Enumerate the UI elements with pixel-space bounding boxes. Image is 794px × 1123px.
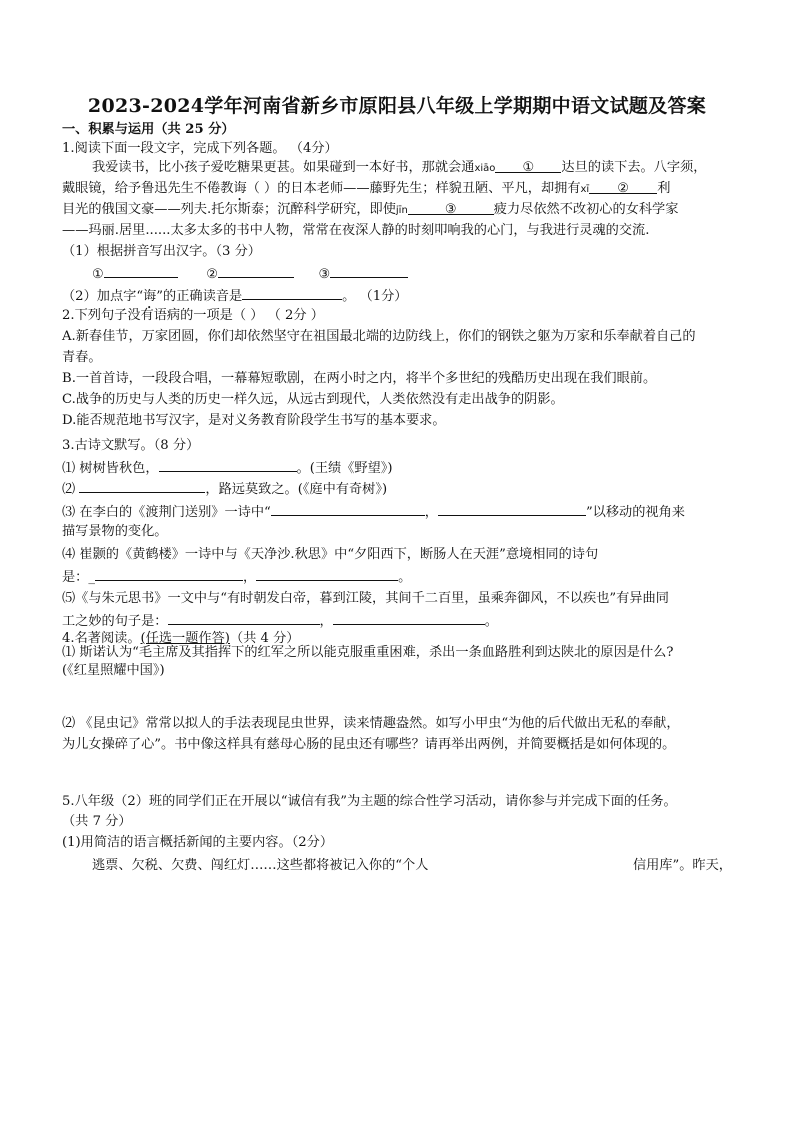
pinyin-3: jīn xyxy=(395,205,408,216)
q5-passage-line: 逃票、欠税、欠费、闯红灯……这些都将被记入你的“个人 信用库”。昨天， xyxy=(92,858,732,873)
q3-item-4: ⑷ 崔颢的《黄鹤楼》一诗中与《天净沙.秋思》中“夕阳西下，断肠人在天涯”意境相同的诗句 xyxy=(62,547,599,562)
poem-blank[interactable] xyxy=(271,502,425,516)
pinyin-2: xī xyxy=(580,184,590,195)
q1-sub2: （2）加点字“诲”的正确读音是 。 （1分） xyxy=(62,286,407,312)
q5-heading: 5.八年级（2）班的同学们正在开展以“诚信有我”为主题的综合性学习活动，请你参与并完成下面的任务。 xyxy=(62,794,677,809)
page-title: 2023-2024学年河南省新乡市原阳县八年级上学期期中语文试题及答案 xyxy=(87,95,707,117)
blank-1[interactable]: ① xyxy=(495,159,561,173)
q2-option-a-cont: 青春。 xyxy=(62,350,102,365)
q2-option-d: D.能否规范地书写汉字，是对义务教育阶段学生书写的基本要求。 xyxy=(62,413,446,428)
q4-item-1-cont: (《红星照耀中国》) xyxy=(62,663,165,678)
q3-item-4-cont: 是：_ ， 。 xyxy=(62,567,411,587)
q4-item-2-cont: 为儿女操碎了心”。书中像这样具有慈母心肠的昆虫还有哪些？请再举出两例，并简要概括是如何体现的。 xyxy=(62,737,676,752)
q5-heading-cont: （共 7 分） xyxy=(62,814,132,829)
q1-passage-line: ——玛丽.居里......太多太多的书中人物，常常在夜深人静的时刻叩响我的心门，与我进行灵魂的交流. xyxy=(62,223,650,238)
q4-heading: 4.名著阅读。(任选一题作答)（共 4 分） xyxy=(62,631,300,646)
poem-blank[interactable] xyxy=(256,567,398,581)
q2-option-c: C.战争的历史与人类的历史一样久远，从远古到现代，人类依然没有走出战争的阴影。 xyxy=(62,392,564,407)
q3-item-3-cont: 描写景物的变化。 xyxy=(62,524,168,539)
q5-sub1: (1)用简洁的语言概括新闻的主要内容。（2分） xyxy=(62,835,334,850)
reading-blank[interactable] xyxy=(242,286,342,300)
q1-answer-row: ① ② ③ xyxy=(92,264,408,284)
q1-passage-line: 我爱读书，比小孩子爱吃糖果更甚。如果碰到一本好书，那就会通xiāo ① 达旦的读下去。八字须， xyxy=(92,160,707,175)
poem-blank[interactable] xyxy=(79,479,205,493)
section-heading: 一、积累与运用（共 25 分） xyxy=(62,122,235,137)
dotted-char: 诲 xyxy=(233,181,247,196)
blank-3[interactable]: ③ xyxy=(408,201,494,215)
q3-item-3: ⑶ 在李白的《渡荆门送别》一诗中“ ， ”以移动的视角来 xyxy=(62,502,685,522)
q4-item-1: ⑴ 斯诺认为“毛主席及其指挥下的红军之所以能克服重重困难，杀出一条血路胜利到达陕北的原因是什么? xyxy=(62,645,674,660)
q1-passage-line: 戴眼镜，给予鲁迅先生不倦教诲（ ）的日本老师——藤野先生；样貌丑陋、平凡，却拥有xī ② 利 xyxy=(62,181,671,196)
answer-blank-1[interactable] xyxy=(104,264,178,278)
q3-item-5: ⑸《与朱元思书》一文中与“有时朝发白帝，暮到江陵，其间千二百里，虽乘奔御风，不以疾也”有异曲同 xyxy=(62,591,669,606)
poem-blank[interactable] xyxy=(95,567,243,581)
pinyin-1: xiāo xyxy=(474,163,496,174)
q2-heading: 2.下列句子没有语病的一项是（ ） （ 2分 ） xyxy=(62,308,324,323)
q1-passage-line: 目光的俄国文豪——列夫.托尔斯泰；沉醉科学研究，即使jīn ③ 疲力尽依然不改初心的女科学家 xyxy=(62,202,679,217)
q1-sub1: （1）根据拼音写出汉字。（3 分） xyxy=(62,244,261,259)
poem-blank[interactable] xyxy=(438,502,586,516)
poem-blank[interactable] xyxy=(159,458,297,472)
poem-blank[interactable] xyxy=(168,611,320,625)
blank-2[interactable]: ② xyxy=(589,180,657,194)
q3-item-5-cont: 工之妙的句子是： ， 。 xyxy=(62,611,498,631)
answer-blank-3[interactable] xyxy=(330,264,408,278)
answer-blank-2[interactable] xyxy=(218,264,294,278)
dotted-char: 诲 xyxy=(143,289,157,304)
poem-blank[interactable] xyxy=(333,611,485,625)
q3-item-2: ⑵ ，路远莫致之。(《庭中有奇树》) xyxy=(62,479,387,499)
q4-item-2: ⑵ 《昆虫记》常常以拟人的手法表现昆虫世界，读来情趣盎然。如写小甲虫“为他的后代做出无私的奉献， xyxy=(62,716,680,731)
q3-heading: 3.古诗文默写。（8 分） xyxy=(62,438,200,453)
q1-heading: 1.阅读下面一段文字，完成下列各题。 （4分） xyxy=(62,141,338,156)
q2-option-a: A.新春佳节，万家团圆，你们却依然坚守在祖国最北端的边防线上，你们的钢铁之躯为万家和乐奉献着自己的 xyxy=(62,329,696,344)
q3-item-1: ⑴ 树树皆秋色， 。(王绩《野望》) xyxy=(62,458,393,478)
q2-option-b: B.一首首诗，一段段合唱，一幕幕短歌剧，在两小时之内，将半个多世纪的残酷历史出现在我们眼前。 xyxy=(62,371,657,386)
